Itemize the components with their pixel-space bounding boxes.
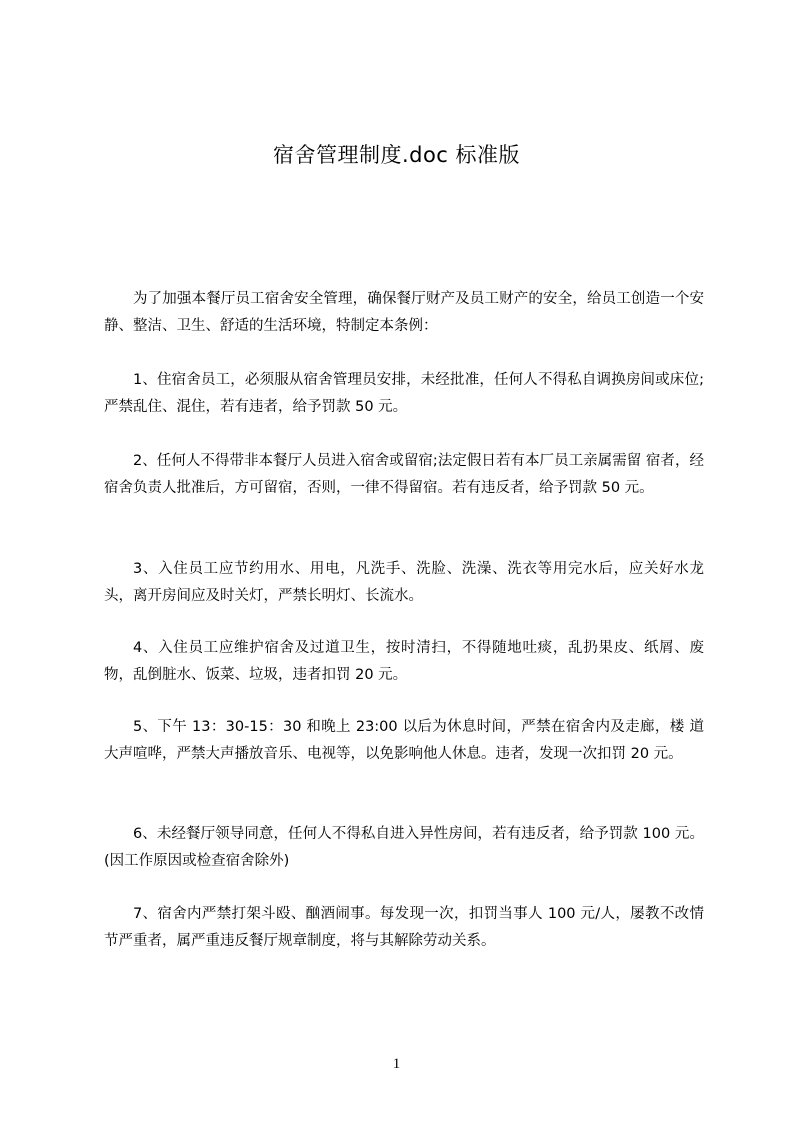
rule-5-paragraph: 5、下午 13：30-15：30 和晚上 23:00 以后为休息时间，严禁在宿舍内及走廊，楼 道大声喧哗，严禁大声播放音乐、电视等，以免影响他人休息。违者，发现一次扣罚 20 元。 bbox=[104, 719, 704, 762]
page-number: 1 bbox=[392, 1056, 401, 1072]
rule-2-paragraph: 2、任何人不得带非本餐厅人员进入宿舍或留宿;法定假日若有本厂员工亲属需留 宿者，经宿舍负责人批准后，方可留宿，否则，一律不得留宿。若有违反者，给予罚款 50 元。 bbox=[104, 453, 704, 496]
rule-7-paragraph: 7、宿舍内严禁打架斗殴、酗酒闹事。每发现一次，扣罚当事人 100 元/人，屡教不改情节严重者，属严重违反餐厅规章制度，将与其解除劳动关系。 bbox=[104, 906, 704, 949]
rule-3-paragraph: 3、入住员工应节约用水、用电，凡洗手、洗脸、洗澡、洗衣等用完水后，应关好水龙头，离开房间应及时关灯，严禁长明灯、长流水。 bbox=[104, 561, 704, 604]
rule-6-paragraph: 6、未经餐厅领导同意，任何人不得私自进入异性房间，若有违反者，给予罚款 100 元。(因工作原因或检查宿舍除外) bbox=[104, 826, 704, 869]
rule-1-paragraph: 1、住宿舍员工，必须服从宿舍管理员安排，未经批准，任何人不得私自调换房间或床位;严禁乱住、混住，若有违者，给予罚款 50 元。 bbox=[104, 372, 704, 415]
intro-paragraph: 为了加强本餐厅员工宿舍安全管理，确保餐厅财产及员工财产的安全，给员工创造一个安静、整洁、卫生、舒适的生活环境，特制定本条例： bbox=[104, 291, 704, 334]
rule-4-paragraph: 4、入住员工应维护宿舍及过道卫生，按时清扫，不得随地吐痰，乱扔果皮、纸屑、废物，乱倒脏水、饭菜、垃圾，违者扣罚 20 元。 bbox=[104, 640, 704, 683]
document-title: 宿舍管理制度.doc 标准版 bbox=[272, 143, 521, 167]
